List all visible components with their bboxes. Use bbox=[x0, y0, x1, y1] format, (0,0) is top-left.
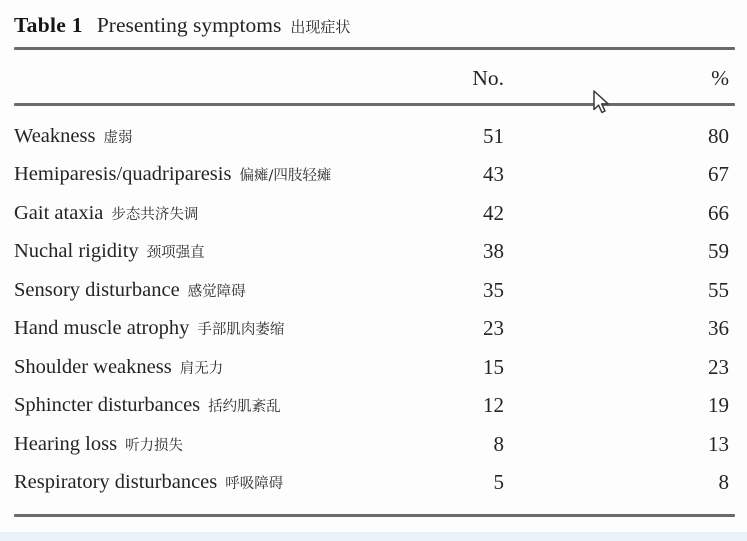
symptom-name-en: Gait ataxia bbox=[14, 201, 104, 224]
table-row bbox=[14, 117, 735, 156]
symptom-name-en: Nuchal rigidity bbox=[14, 240, 139, 263]
table-row bbox=[14, 194, 735, 233]
symptom-percent: 36 bbox=[708, 316, 729, 341]
symptom-name-zh: 颈项强直 bbox=[146, 245, 205, 262]
symptom-name-zh: 呼吸障碍 bbox=[225, 476, 284, 493]
table-row bbox=[14, 156, 735, 195]
symptom-name-zh: 步态共济失调 bbox=[111, 206, 199, 223]
table-row bbox=[14, 233, 735, 272]
table-caption-title: Presenting symptoms bbox=[96, 13, 282, 37]
symptom-cell bbox=[14, 356, 394, 379]
symptom-percent: 23 bbox=[708, 354, 729, 379]
symptom-cell bbox=[14, 125, 394, 148]
symptom-cell bbox=[14, 433, 394, 456]
symptom-percent: 67 bbox=[708, 162, 729, 187]
symptom-percent: 13 bbox=[708, 431, 729, 456]
symptom-name-en: Respiratory disturbances bbox=[14, 471, 218, 494]
symptom-count: 38 bbox=[483, 239, 504, 264]
symptom-cell bbox=[14, 202, 394, 225]
symptom-name-zh: 虚弱 bbox=[103, 129, 133, 146]
symptom-percent: 19 bbox=[708, 393, 729, 418]
header-percent: % bbox=[711, 66, 729, 90]
table-header-row bbox=[14, 50, 735, 103]
symptom-count: 35 bbox=[483, 277, 504, 302]
symptom-cell bbox=[14, 317, 394, 340]
symptom-cell bbox=[14, 163, 394, 186]
table-row bbox=[14, 310, 735, 349]
table-bottom-rule bbox=[14, 514, 735, 517]
symptom-percent: 80 bbox=[708, 123, 729, 148]
symptom-percent: 59 bbox=[708, 239, 729, 264]
symptom-name-en: Hemiparesis/quadriparesis bbox=[14, 163, 232, 186]
table-body bbox=[14, 106, 735, 514]
symptom-cell bbox=[14, 279, 394, 302]
symptom-count: 8 bbox=[493, 431, 504, 456]
symptom-cell bbox=[14, 471, 394, 494]
header-no: No. bbox=[472, 66, 504, 90]
symptom-name-en: Weakness bbox=[14, 124, 96, 147]
symptom-name-zh: 偏瘫/四肢轻瘫 bbox=[239, 168, 332, 185]
table-row bbox=[14, 348, 735, 387]
symptom-count: 51 bbox=[483, 123, 504, 148]
bottom-edge-strip bbox=[0, 532, 747, 541]
table-row bbox=[14, 425, 735, 464]
symptom-count: 15 bbox=[483, 354, 504, 379]
symptom-cell bbox=[14, 240, 394, 263]
table-row bbox=[14, 271, 735, 310]
symptom-count: 43 bbox=[483, 162, 504, 187]
symptom-cell bbox=[14, 394, 394, 417]
symptom-count: 12 bbox=[483, 393, 504, 418]
symptom-percent: 66 bbox=[708, 200, 729, 225]
symptom-name-en: Hand muscle atrophy bbox=[14, 317, 190, 340]
symptom-name-zh: 括约肌紊乱 bbox=[208, 399, 281, 416]
symptom-name-zh: 手部肌肉萎缩 bbox=[197, 322, 285, 339]
symptom-percent: 55 bbox=[708, 277, 729, 302]
table-row bbox=[14, 387, 735, 426]
symptom-name-zh: 肩无力 bbox=[179, 360, 224, 377]
table-caption-title-zh: 出现症状 bbox=[290, 18, 351, 36]
symptom-count: 5 bbox=[493, 470, 504, 495]
table-row bbox=[14, 464, 735, 503]
symptom-count: 23 bbox=[483, 316, 504, 341]
table-caption-label: Table 1 bbox=[14, 13, 83, 37]
table-area bbox=[14, 0, 735, 517]
symptom-name-en: Sensory disturbance bbox=[14, 278, 180, 301]
symptom-percent: 8 bbox=[718, 470, 729, 495]
table-caption bbox=[14, 0, 735, 47]
symptom-name-zh: 听力损失 bbox=[125, 437, 184, 454]
symptom-name-zh: 感觉障碍 bbox=[187, 283, 246, 300]
symptom-name-en: Shoulder weakness bbox=[14, 355, 172, 378]
symptom-name-en: Hearing loss bbox=[14, 432, 118, 455]
symptom-name-en: Sphincter disturbances bbox=[14, 394, 201, 417]
symptom-count: 42 bbox=[483, 200, 504, 225]
